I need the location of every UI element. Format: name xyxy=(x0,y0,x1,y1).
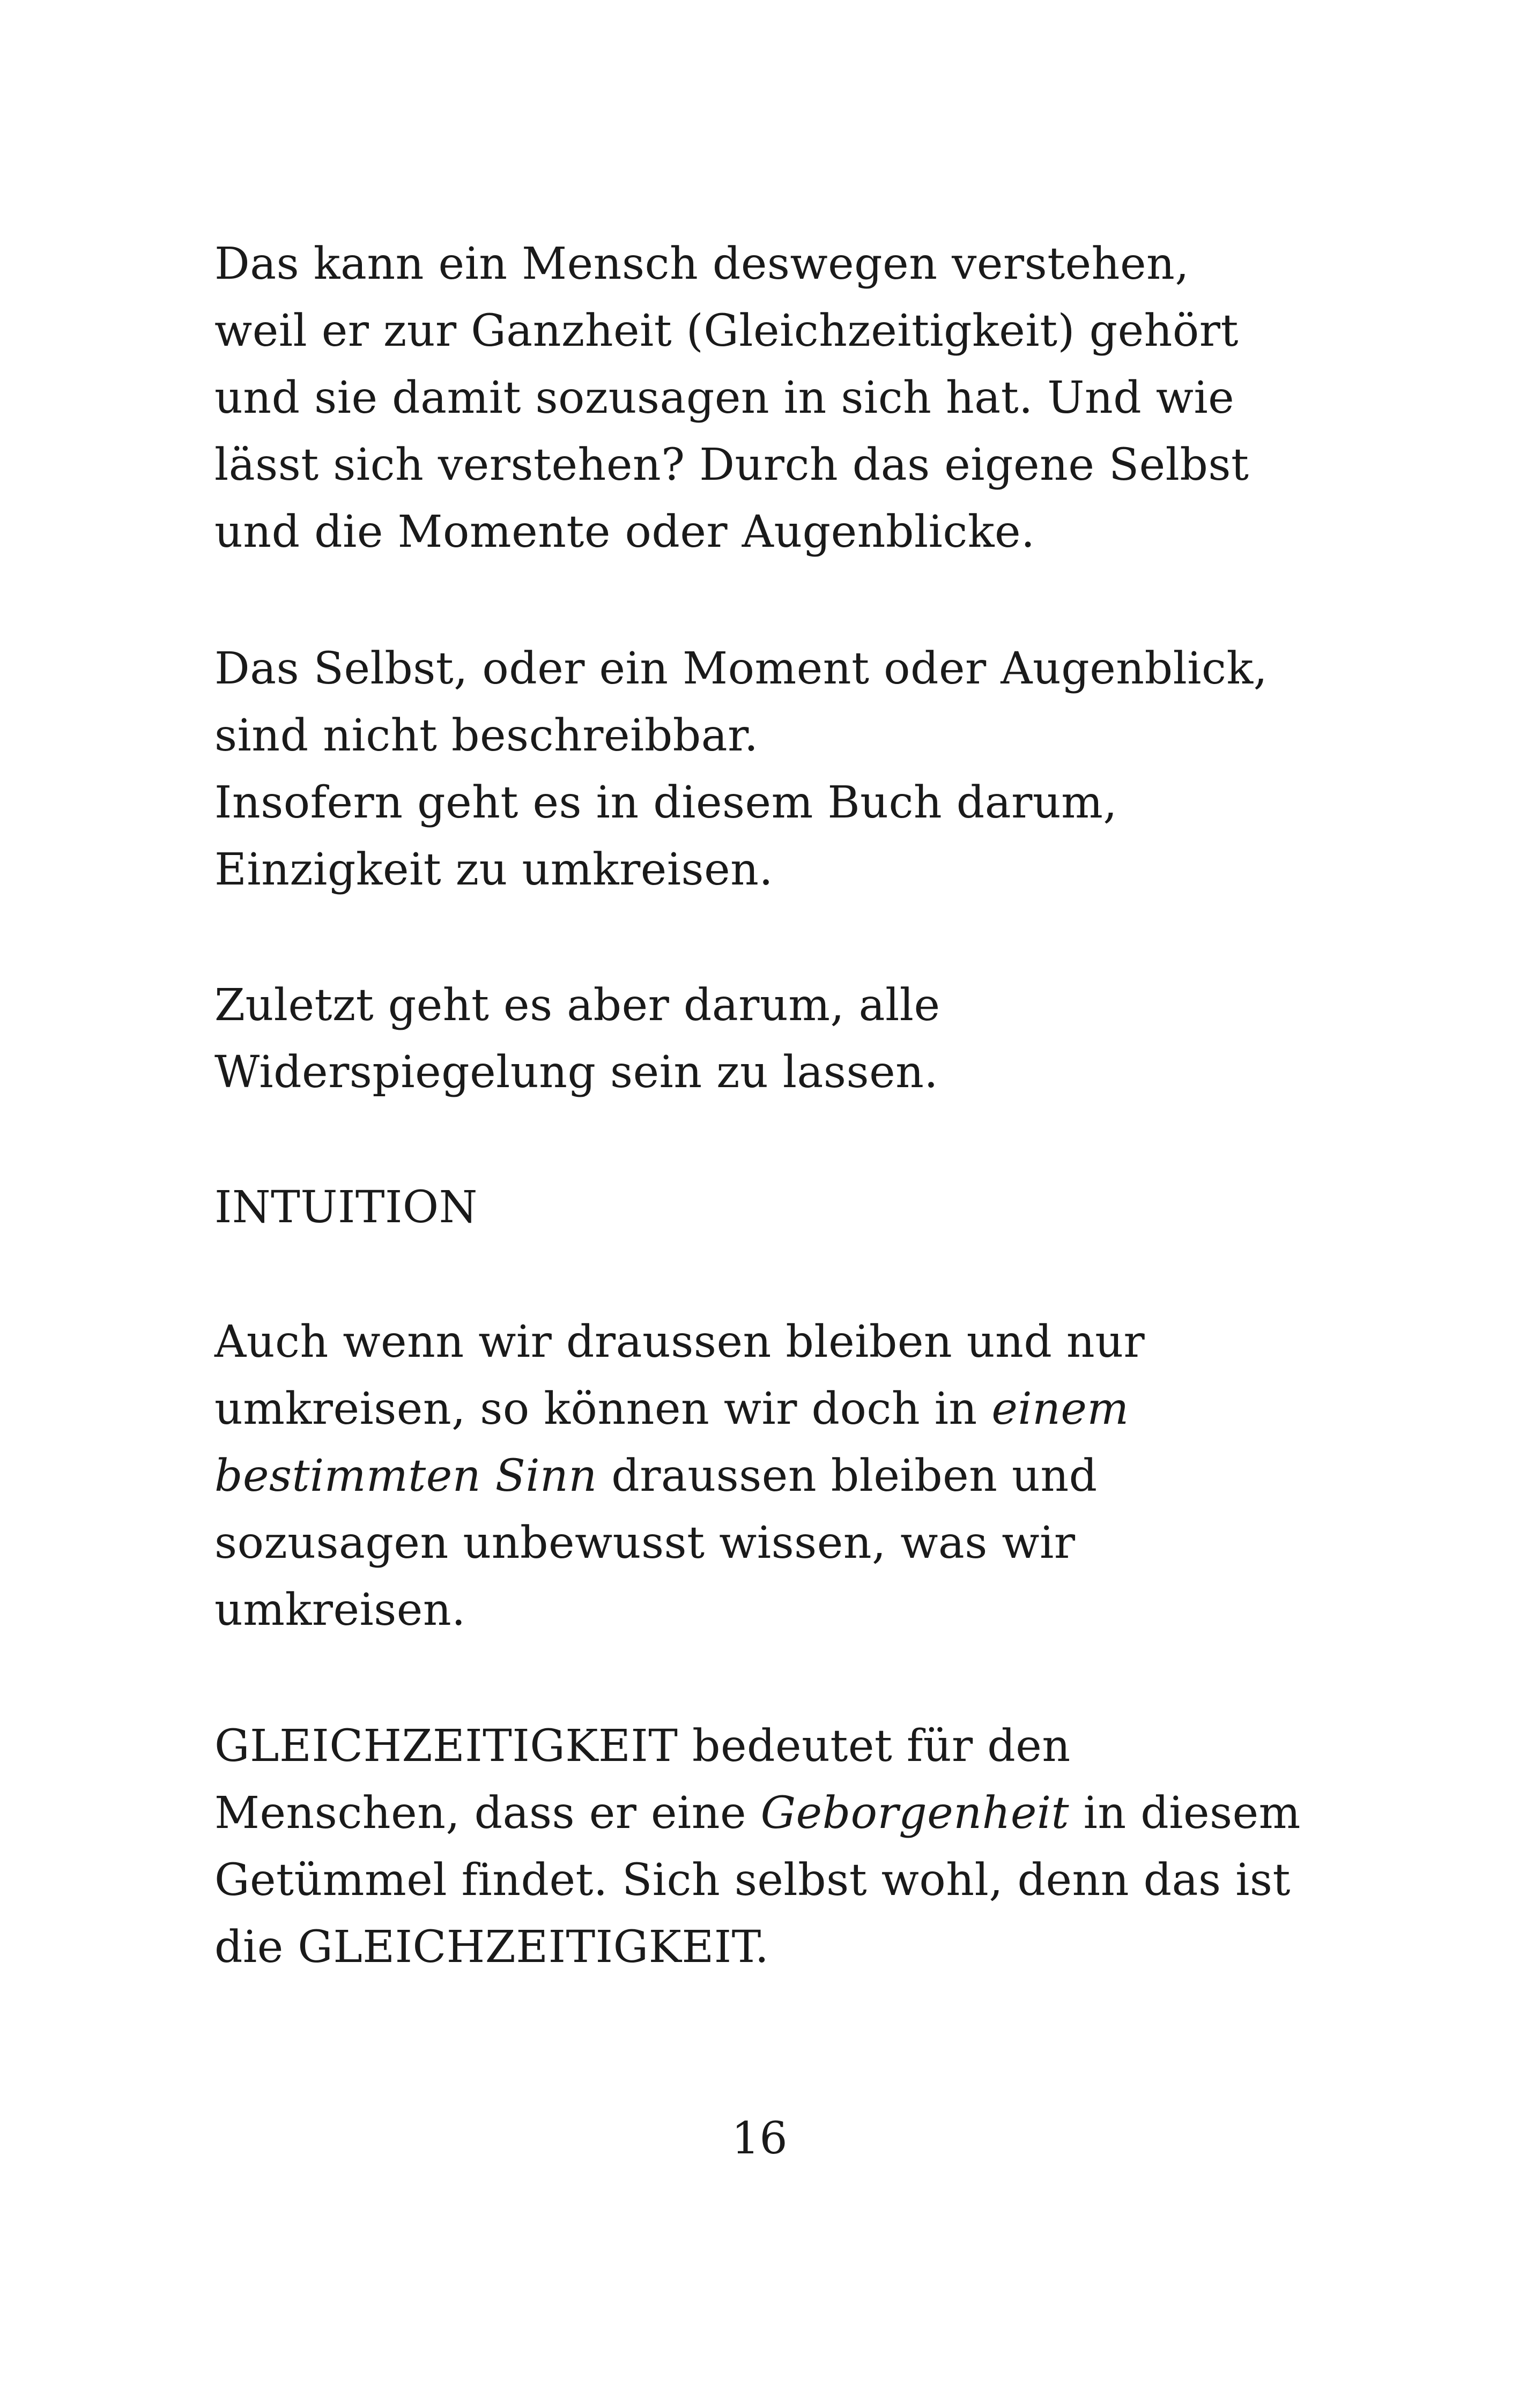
italic-text: einem xyxy=(991,1384,1129,1435)
text-segment: in diesem xyxy=(1069,1788,1301,1839)
paragraph-5 xyxy=(214,1713,1301,1981)
page-number: 16 xyxy=(731,2113,788,2164)
text-line: Das kann ein Mensch deswegen verstehen, xyxy=(214,239,1189,289)
paragraph-2 xyxy=(214,635,1287,903)
paragraph-1 xyxy=(214,231,1287,566)
text-line xyxy=(214,1376,1287,1443)
text-line: Widerspiegelung sein zu lassen. xyxy=(214,1047,939,1098)
text-line: umkreisen. xyxy=(214,1585,466,1636)
text-line: Zuletzt geht es aber darum, alle xyxy=(214,980,940,1031)
text-segment: Menschen, dass er eine xyxy=(214,1788,761,1839)
heading-intuition: INTUITION xyxy=(214,1182,478,1233)
text-line xyxy=(214,1443,1287,1510)
section-heading xyxy=(214,1174,1287,1241)
text-line: und die Momente oder Augenblicke. xyxy=(214,507,1035,558)
italic-text: bestimmten Sinn xyxy=(214,1451,597,1502)
text-line: weil er zur Ganzheit (Gleichzeitigkeit) gehört xyxy=(214,306,1239,356)
text-line: lässt sich verstehen? Durch das eigene Selbst xyxy=(214,440,1249,490)
text-line: GLEICHZEITIGKEIT bedeutet für den xyxy=(214,1721,1071,1772)
italic-text: Geborgenheit xyxy=(760,1788,1070,1839)
paragraph-3 xyxy=(214,972,1287,1106)
text-line: Das Selbst, oder ein Moment oder Augenblick, xyxy=(214,643,1268,694)
text-line: Auch wenn wir draussen bleiben und nur xyxy=(214,1317,1145,1367)
text-line xyxy=(214,1780,1301,1847)
paragraph-4 xyxy=(214,1309,1287,1644)
text-line: sind nicht beschreibbar. xyxy=(214,710,759,761)
text-segment: draussen bleiben und xyxy=(597,1451,1098,1502)
text-line: die GLEICHZEITIGKEIT. xyxy=(214,1922,769,1973)
text-line: Insofern geht es in diesem Buch darum, xyxy=(214,777,1117,828)
text-line: und sie damit sozusagen in sich hat. Und wie xyxy=(214,373,1235,423)
text-line: Getümmel findet. Sich selbst wohl, denn das ist xyxy=(214,1855,1291,1906)
text-line: sozusagen unbewusst wissen, was wir xyxy=(214,1518,1076,1569)
text-segment: umkreisen, so können wir doch in xyxy=(214,1384,992,1435)
text-line: Einzigkeit zu umkreisen. xyxy=(214,844,774,895)
